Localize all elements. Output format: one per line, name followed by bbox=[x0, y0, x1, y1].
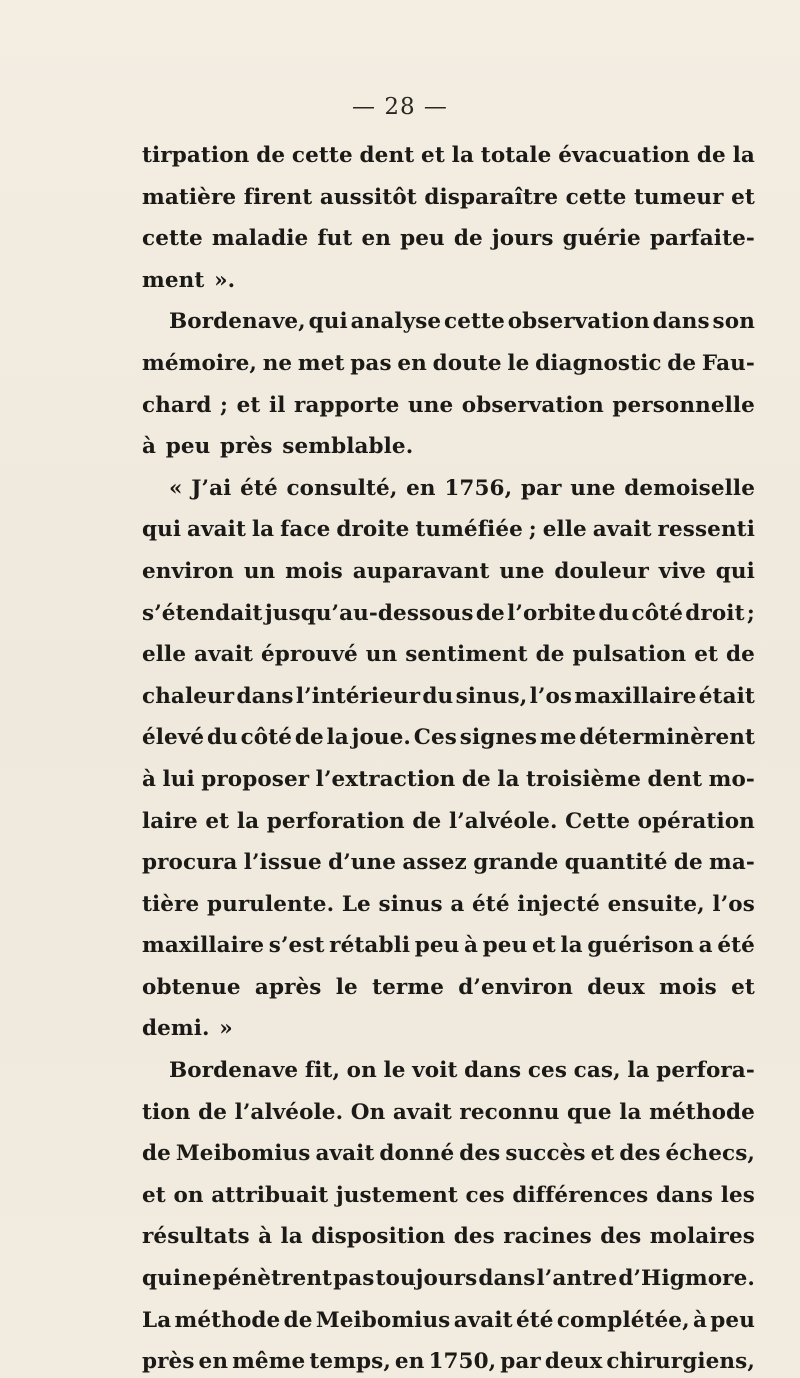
word: Meibomius bbox=[175, 1141, 311, 1167]
word: après bbox=[254, 974, 322, 1000]
word: le bbox=[335, 974, 358, 1000]
word: une bbox=[499, 558, 545, 584]
word: ; bbox=[746, 600, 755, 626]
word: ma- bbox=[709, 850, 755, 876]
text-line bbox=[142, 925, 755, 967]
word: la bbox=[619, 1099, 642, 1125]
word: déterminèrent bbox=[579, 725, 755, 751]
word: des bbox=[600, 1224, 642, 1250]
word: rétabli bbox=[329, 933, 411, 959]
word: complétée, bbox=[556, 1307, 690, 1333]
word: me bbox=[539, 725, 577, 751]
word: évacuation bbox=[558, 143, 691, 168]
word: côté bbox=[631, 600, 683, 626]
word: à bbox=[142, 434, 157, 460]
word: la bbox=[627, 1058, 650, 1084]
word: tion bbox=[142, 1099, 191, 1125]
word: et bbox=[205, 808, 230, 834]
word: cette bbox=[565, 184, 627, 210]
word: été bbox=[240, 475, 278, 501]
word: du bbox=[598, 600, 630, 626]
word: jusqu’au-dessous bbox=[264, 600, 474, 626]
word: semblable. bbox=[282, 434, 414, 460]
word: maxillaire bbox=[142, 933, 265, 959]
word: ne bbox=[262, 350, 293, 376]
text-line bbox=[142, 1216, 755, 1258]
word: purulente. bbox=[206, 891, 335, 917]
text-line bbox=[142, 1008, 755, 1050]
word: tirpation bbox=[142, 143, 250, 168]
word: fit, bbox=[304, 1058, 341, 1084]
word: auparavant bbox=[352, 558, 490, 584]
word: de bbox=[726, 642, 755, 668]
word: le bbox=[383, 1058, 406, 1084]
word: Fau- bbox=[701, 350, 755, 376]
word: un bbox=[243, 558, 276, 584]
word: la bbox=[497, 766, 520, 792]
word: la bbox=[326, 725, 349, 751]
word: à bbox=[258, 1224, 273, 1250]
word: Cette bbox=[565, 808, 630, 834]
word: Bordenave, bbox=[169, 309, 306, 335]
text-line bbox=[142, 884, 755, 926]
word: tière bbox=[142, 891, 200, 917]
word: la bbox=[236, 808, 260, 834]
word: chirurgiens, bbox=[606, 1349, 755, 1375]
word: peu bbox=[414, 933, 460, 959]
word: peu bbox=[165, 434, 211, 460]
word: cas, bbox=[573, 1058, 621, 1084]
word: en bbox=[361, 226, 392, 252]
word: élevé bbox=[142, 725, 205, 751]
word: a bbox=[698, 933, 713, 959]
word: et bbox=[731, 974, 755, 1000]
word: dans bbox=[464, 1058, 522, 1084]
text-line bbox=[142, 1300, 755, 1342]
word: ensuite, bbox=[607, 891, 705, 917]
word: en bbox=[198, 1349, 229, 1375]
text-line bbox=[142, 218, 755, 260]
word: l’orbite bbox=[507, 600, 597, 626]
text-line bbox=[142, 551, 755, 593]
word: et bbox=[694, 642, 719, 668]
word: doute bbox=[432, 350, 502, 376]
word: dent bbox=[647, 766, 703, 792]
word: qui bbox=[142, 1266, 182, 1292]
word: de bbox=[142, 1141, 171, 1167]
word: temps, bbox=[309, 1349, 391, 1375]
word: mois bbox=[659, 974, 717, 1000]
word: perforation bbox=[266, 808, 405, 834]
word: éprouvé bbox=[260, 642, 358, 668]
text-line bbox=[142, 135, 755, 177]
word: vive bbox=[658, 558, 706, 584]
word: ; bbox=[528, 517, 537, 543]
word: obtenue bbox=[142, 974, 241, 1000]
word: on bbox=[346, 1058, 377, 1084]
text-line bbox=[142, 1092, 755, 1134]
word: des bbox=[619, 1141, 661, 1167]
text-line bbox=[142, 717, 755, 759]
word: ressenti bbox=[657, 517, 755, 543]
word: donné bbox=[379, 1141, 455, 1167]
text-line bbox=[142, 177, 755, 219]
word: s’étendait bbox=[142, 600, 263, 626]
text-line bbox=[142, 759, 755, 801]
word: l’alvéole. bbox=[448, 808, 558, 834]
word: de bbox=[673, 850, 703, 876]
word: chaleur bbox=[142, 683, 235, 709]
word: grande bbox=[473, 850, 559, 876]
text-line bbox=[142, 593, 755, 635]
word: l’antre bbox=[536, 1266, 618, 1292]
word: injecté bbox=[517, 891, 600, 917]
word: Meibomius bbox=[315, 1307, 451, 1333]
text-line bbox=[142, 260, 755, 302]
word: » bbox=[219, 1016, 233, 1042]
text-line bbox=[142, 301, 755, 343]
word: tuméfiée bbox=[415, 517, 523, 543]
word: joue. bbox=[351, 725, 412, 751]
text-line bbox=[142, 676, 755, 718]
word: son bbox=[712, 309, 755, 335]
word: reconnu bbox=[459, 1099, 560, 1125]
word: par bbox=[520, 475, 562, 501]
word: 1756, bbox=[444, 475, 513, 501]
word: l’intérieur bbox=[295, 683, 421, 709]
word: ; bbox=[220, 392, 229, 418]
word: le bbox=[507, 350, 530, 376]
word: à bbox=[692, 1307, 707, 1333]
word: diagnostic bbox=[535, 350, 662, 376]
word: deux bbox=[587, 974, 645, 1000]
word: avait bbox=[592, 517, 652, 543]
word: peu bbox=[400, 226, 445, 252]
word: cette bbox=[291, 143, 353, 168]
word: J’ai bbox=[191, 475, 232, 501]
word: même bbox=[232, 1349, 306, 1375]
word: à bbox=[142, 766, 157, 792]
word: parfaite- bbox=[649, 226, 755, 252]
word: sentiment bbox=[405, 642, 528, 668]
word: environ bbox=[142, 558, 234, 584]
word: Bordenave bbox=[169, 1058, 299, 1084]
word: 1750, bbox=[428, 1349, 497, 1375]
word: l’extraction bbox=[315, 766, 456, 792]
text-line bbox=[142, 842, 755, 884]
word: justement bbox=[335, 1182, 458, 1208]
word: que bbox=[567, 1099, 612, 1125]
word: firent bbox=[243, 184, 313, 210]
word: près bbox=[220, 434, 273, 460]
word: méthode bbox=[649, 1099, 755, 1125]
word: avait bbox=[453, 1307, 513, 1333]
word: ». bbox=[214, 267, 236, 293]
text-line bbox=[142, 468, 755, 510]
word: été bbox=[472, 891, 510, 917]
word: ment bbox=[142, 267, 205, 293]
word: procura bbox=[142, 850, 238, 876]
word: une bbox=[407, 392, 454, 418]
word: été bbox=[515, 1307, 554, 1333]
word: sinus, bbox=[455, 683, 528, 709]
word: pas bbox=[333, 1266, 375, 1292]
word: la bbox=[732, 143, 755, 168]
word: ces bbox=[527, 1058, 568, 1084]
word: de bbox=[475, 600, 505, 626]
word: personnelle bbox=[612, 392, 755, 418]
word: s’est bbox=[268, 933, 325, 959]
text-line bbox=[142, 1341, 755, 1378]
word: terme bbox=[372, 974, 444, 1000]
word: qui bbox=[308, 309, 348, 335]
text-line bbox=[142, 1133, 755, 1175]
word: les bbox=[720, 1182, 755, 1208]
word: l’os bbox=[712, 891, 755, 917]
word: quantité bbox=[564, 850, 668, 876]
word: de bbox=[535, 642, 565, 668]
word: et bbox=[236, 392, 261, 418]
word: en bbox=[397, 350, 427, 376]
word: de bbox=[667, 350, 697, 376]
word: proposer bbox=[201, 766, 310, 792]
word: cette bbox=[444, 309, 505, 335]
word: dent bbox=[359, 143, 415, 168]
word: attribuait bbox=[211, 1182, 329, 1208]
word: il bbox=[268, 392, 286, 418]
word: l’issue bbox=[243, 850, 322, 876]
word: douleur bbox=[554, 558, 649, 584]
word: d’Higmore. bbox=[618, 1266, 755, 1292]
text-line bbox=[142, 1258, 755, 1300]
word: côté bbox=[240, 725, 293, 751]
text-line bbox=[142, 967, 755, 1009]
word: assez bbox=[402, 850, 467, 876]
word: mémoire, bbox=[142, 350, 257, 376]
word: guérison bbox=[587, 933, 695, 959]
word: en bbox=[406, 475, 436, 501]
word: rapporte bbox=[294, 392, 400, 418]
word: et bbox=[731, 184, 755, 210]
word: par bbox=[500, 1349, 541, 1375]
word: maladie bbox=[211, 226, 309, 252]
word: totale bbox=[480, 143, 552, 168]
word: elle bbox=[142, 642, 187, 668]
word: guérie bbox=[562, 226, 641, 252]
word: de bbox=[283, 1307, 313, 1333]
word: à bbox=[464, 933, 479, 959]
word: demi. bbox=[142, 1016, 210, 1042]
text-line bbox=[142, 509, 755, 551]
word: peu bbox=[482, 933, 528, 959]
word: disparaître bbox=[424, 184, 559, 210]
word: d’une bbox=[328, 850, 397, 876]
word: met bbox=[297, 350, 345, 376]
word: signes bbox=[459, 725, 538, 751]
word: analyse bbox=[350, 309, 442, 335]
word: de bbox=[461, 766, 491, 792]
word: pas bbox=[350, 350, 392, 376]
page-number: — 28 — bbox=[352, 94, 448, 120]
word: été bbox=[717, 933, 755, 959]
word: on bbox=[173, 1182, 204, 1208]
word: pénètrent bbox=[212, 1266, 333, 1292]
word: la bbox=[280, 1224, 303, 1250]
word: mo- bbox=[708, 766, 755, 792]
word: Le bbox=[341, 891, 371, 917]
word: chard bbox=[142, 392, 212, 418]
word: échecs, bbox=[665, 1141, 755, 1167]
word: de bbox=[256, 143, 286, 168]
word: qui bbox=[142, 517, 182, 543]
word: cette bbox=[142, 226, 203, 252]
text-line bbox=[142, 426, 755, 468]
word: opération bbox=[637, 808, 755, 834]
word: avait bbox=[315, 1141, 375, 1167]
word: sinus bbox=[378, 891, 443, 917]
word: l’os bbox=[529, 683, 573, 709]
word: de bbox=[696, 143, 726, 168]
word: droit bbox=[685, 600, 745, 626]
text-line bbox=[142, 385, 755, 427]
word: d’environ bbox=[458, 974, 573, 1000]
word: était bbox=[698, 683, 755, 709]
text-line bbox=[142, 801, 755, 843]
word: près bbox=[142, 1349, 195, 1375]
word: pulsation bbox=[572, 642, 687, 668]
word: molaires bbox=[649, 1224, 755, 1250]
word: voit bbox=[412, 1058, 458, 1084]
word: observation bbox=[461, 392, 604, 418]
word: méthode bbox=[174, 1307, 281, 1333]
word: deux bbox=[544, 1349, 603, 1375]
word: On bbox=[350, 1099, 386, 1125]
word: et bbox=[531, 933, 556, 959]
word: qui bbox=[715, 558, 755, 584]
word: racines bbox=[503, 1224, 592, 1250]
word: peu bbox=[710, 1307, 755, 1333]
word: face bbox=[280, 517, 331, 543]
word: aussitôt bbox=[319, 184, 417, 210]
word: avait bbox=[392, 1099, 452, 1125]
word: et bbox=[142, 1182, 166, 1208]
word: disposition bbox=[311, 1224, 446, 1250]
word: dans bbox=[236, 683, 294, 709]
word: succès bbox=[505, 1141, 586, 1167]
word: observation bbox=[507, 309, 650, 335]
word: a bbox=[450, 891, 465, 917]
word: dans bbox=[478, 1266, 536, 1292]
text-line bbox=[142, 1175, 755, 1217]
word: une bbox=[570, 475, 616, 501]
word: jours bbox=[491, 226, 554, 252]
word: un bbox=[365, 642, 398, 668]
word: de bbox=[198, 1099, 227, 1125]
word: du bbox=[422, 683, 454, 709]
word: La bbox=[142, 1307, 172, 1333]
body-text bbox=[142, 135, 755, 1378]
word: mois bbox=[285, 558, 343, 584]
word: fut bbox=[317, 226, 353, 252]
word: tumeur bbox=[634, 184, 724, 210]
word: et bbox=[590, 1141, 615, 1167]
word: en bbox=[394, 1349, 425, 1375]
word: dans bbox=[655, 1182, 714, 1208]
word: l’alvéole. bbox=[234, 1099, 344, 1125]
word: avait bbox=[194, 642, 253, 668]
word: des bbox=[459, 1141, 501, 1167]
word: lui bbox=[162, 766, 195, 792]
word: matière bbox=[142, 184, 237, 210]
word: la bbox=[451, 143, 474, 168]
word: dans bbox=[652, 309, 710, 335]
word: maxillaire bbox=[574, 683, 697, 709]
word: différences bbox=[512, 1182, 649, 1208]
word: et bbox=[421, 143, 445, 168]
word: « bbox=[169, 475, 183, 501]
word: Ces bbox=[413, 725, 457, 751]
text-line bbox=[142, 634, 755, 676]
word: laire bbox=[142, 808, 198, 834]
word: la bbox=[251, 517, 275, 543]
word: de bbox=[294, 725, 324, 751]
word: demoiselle bbox=[624, 475, 755, 501]
text-line bbox=[142, 343, 755, 385]
word: ne bbox=[182, 1266, 212, 1292]
word: de bbox=[412, 808, 442, 834]
word: toujours bbox=[375, 1266, 478, 1292]
word: résultats bbox=[142, 1224, 250, 1250]
word: perfora- bbox=[656, 1058, 755, 1084]
word: la bbox=[560, 933, 583, 959]
word: avait bbox=[187, 517, 246, 543]
word: troisième bbox=[525, 766, 642, 792]
word: consulté, bbox=[286, 475, 398, 501]
text-line bbox=[142, 1050, 755, 1092]
word: droite bbox=[336, 517, 410, 543]
word: elle bbox=[542, 517, 587, 543]
word: ces bbox=[465, 1182, 505, 1208]
word: du bbox=[206, 725, 238, 751]
word: des bbox=[453, 1224, 495, 1250]
word: de bbox=[453, 226, 483, 252]
